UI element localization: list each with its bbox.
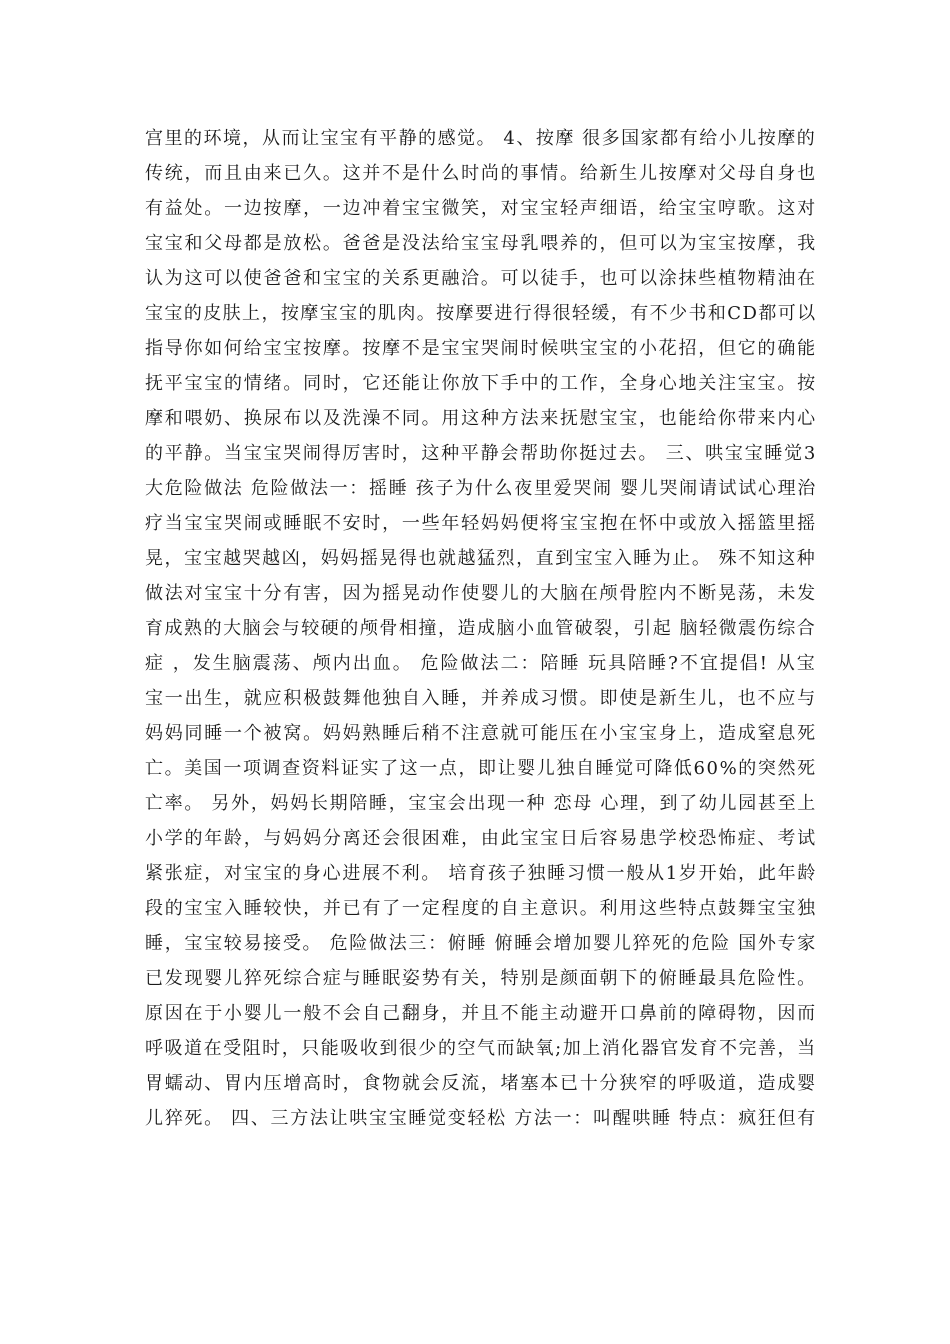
text-line: 有益处。一边按摩，一边冲着宝宝微笑，对宝宝轻声细语，给宝宝哼歌。这对 bbox=[145, 198, 817, 219]
text-line: 传统，而且由来已久。这并不是什么时尚的事情。给新生儿按摩对父母自身也 bbox=[145, 163, 817, 184]
text-line: 妈妈同睡一个被窝。妈妈熟睡后稍不注意就可能压在小宝宝身上，造成窒息死 bbox=[145, 723, 817, 744]
text-line: 已发现婴儿猝死综合症与睡眠姿势有关，特别是颜面朝下的俯睡最具危险性。 bbox=[145, 968, 817, 989]
text-line: 的平静。当宝宝哭闹得厉害时，这种平静会帮助你挺过去。 三、哄宝宝睡觉3 bbox=[145, 443, 818, 464]
text-line: 症 ，发生脑震荡、颅内出血。 危险做法二：陪睡 玩具陪睡?不宜提倡! 从宝 bbox=[145, 653, 817, 674]
document-body-text bbox=[145, 121, 818, 1136]
text-line: 呼吸道在受阻时，只能吸收到很少的空气而缺氧;加上消化器官发育不完善，当 bbox=[145, 1038, 817, 1059]
text-line: 小学的年龄，与妈妈分离还会很困难，由此宝宝日后容易患学校恐怖症、考试 bbox=[145, 828, 817, 849]
text-line: 认为这可以使爸爸和宝宝的关系更融洽。可以徒手，也可以涂抹些植物精油在 bbox=[145, 268, 817, 289]
text-line: 亡率。 另外，妈妈长期陪睡，宝宝会出现一种 恋母 心理，到了幼儿园甚至上 bbox=[145, 793, 818, 814]
text-line: 宫里的环境，从而让宝宝有平静的感觉。 4、按摩 很多国家都有给小儿按摩的 bbox=[145, 128, 817, 149]
text-line: 亡。美国一项调查资料证实了这一点，即让婴儿独自睡觉可降低60%的突然死 bbox=[145, 758, 817, 779]
text-line: 育成熟的大脑会与较硬的颅骨相撞，造成脑小血管破裂，引起 脑轻微震伤综合 bbox=[145, 618, 817, 639]
text-line: 指导你如何给宝宝按摩。按摩不是宝宝哭闹时候哄宝宝的小花招，但它的确能 bbox=[145, 338, 817, 359]
text-line: 做法对宝宝十分有害，因为摇晃动作使婴儿的大脑在颅骨腔内不断晃荡，未发 bbox=[145, 583, 817, 604]
text-line: 宝宝的皮肤上，按摩宝宝的肌肉。按摩要进行得很轻缓，有不少书和CD都可以 bbox=[145, 303, 817, 324]
text-line: 原因在于小婴儿一般不会自己翻身，并且不能主动避开口鼻前的障碍物，因而 bbox=[145, 1003, 817, 1024]
text-line: 紧张症，对宝宝的身心进展不利。 培育孩子独睡习惯一般从1岁开始，此年龄 bbox=[145, 863, 818, 884]
text-line: 儿猝死。 四、三方法让哄宝宝睡觉变轻松 方法一：叫醒哄睡 特点：疯狂但有 bbox=[145, 1108, 818, 1129]
text-line: 胃蠕动、胃内压增高时，食物就会反流，堵塞本已十分狭窄的呼吸道，造成婴 bbox=[145, 1073, 817, 1094]
text-line: 段的宝宝入睡较快，并已有了一定程度的自主意识。利用这些特点鼓舞宝宝独 bbox=[145, 898, 817, 919]
text-line: 宝一出生，就应积极鼓舞他独自入睡，并养成习惯。即使是新生儿，也不应与 bbox=[145, 688, 817, 709]
text-line: 疗当宝宝哭闹或睡眠不安时，一些年轻妈妈便将宝宝抱在怀中或放入摇篮里摇 bbox=[145, 513, 817, 534]
text-line: 宝宝和父母都是放松。爸爸是没法给宝宝母乳喂养的，但可以为宝宝按摩，我 bbox=[145, 233, 817, 254]
text-line: 晃，宝宝越哭越凶，妈妈摇晃得也就越猛烈，直到宝宝入睡为止。 殊不知这种 bbox=[145, 548, 817, 569]
text-line: 大危险做法 危险做法一：摇睡 孩子为什么夜里爱哭闹 婴儿哭闹请试试心理治 bbox=[145, 478, 818, 499]
text-line: 摩和喂奶、换尿布以及洗澡不同。用这种方法来抚慰宝宝，也能给你带来内心 bbox=[145, 408, 817, 429]
text-line: 睡，宝宝较易接受。 危险做法三：俯睡 俯睡会增加婴儿猝死的危险 国外专家 bbox=[145, 933, 818, 954]
text-line: 抚平宝宝的情绪。同时，它还能让你放下手中的工作，全身心地关注宝宝。按 bbox=[145, 373, 817, 394]
